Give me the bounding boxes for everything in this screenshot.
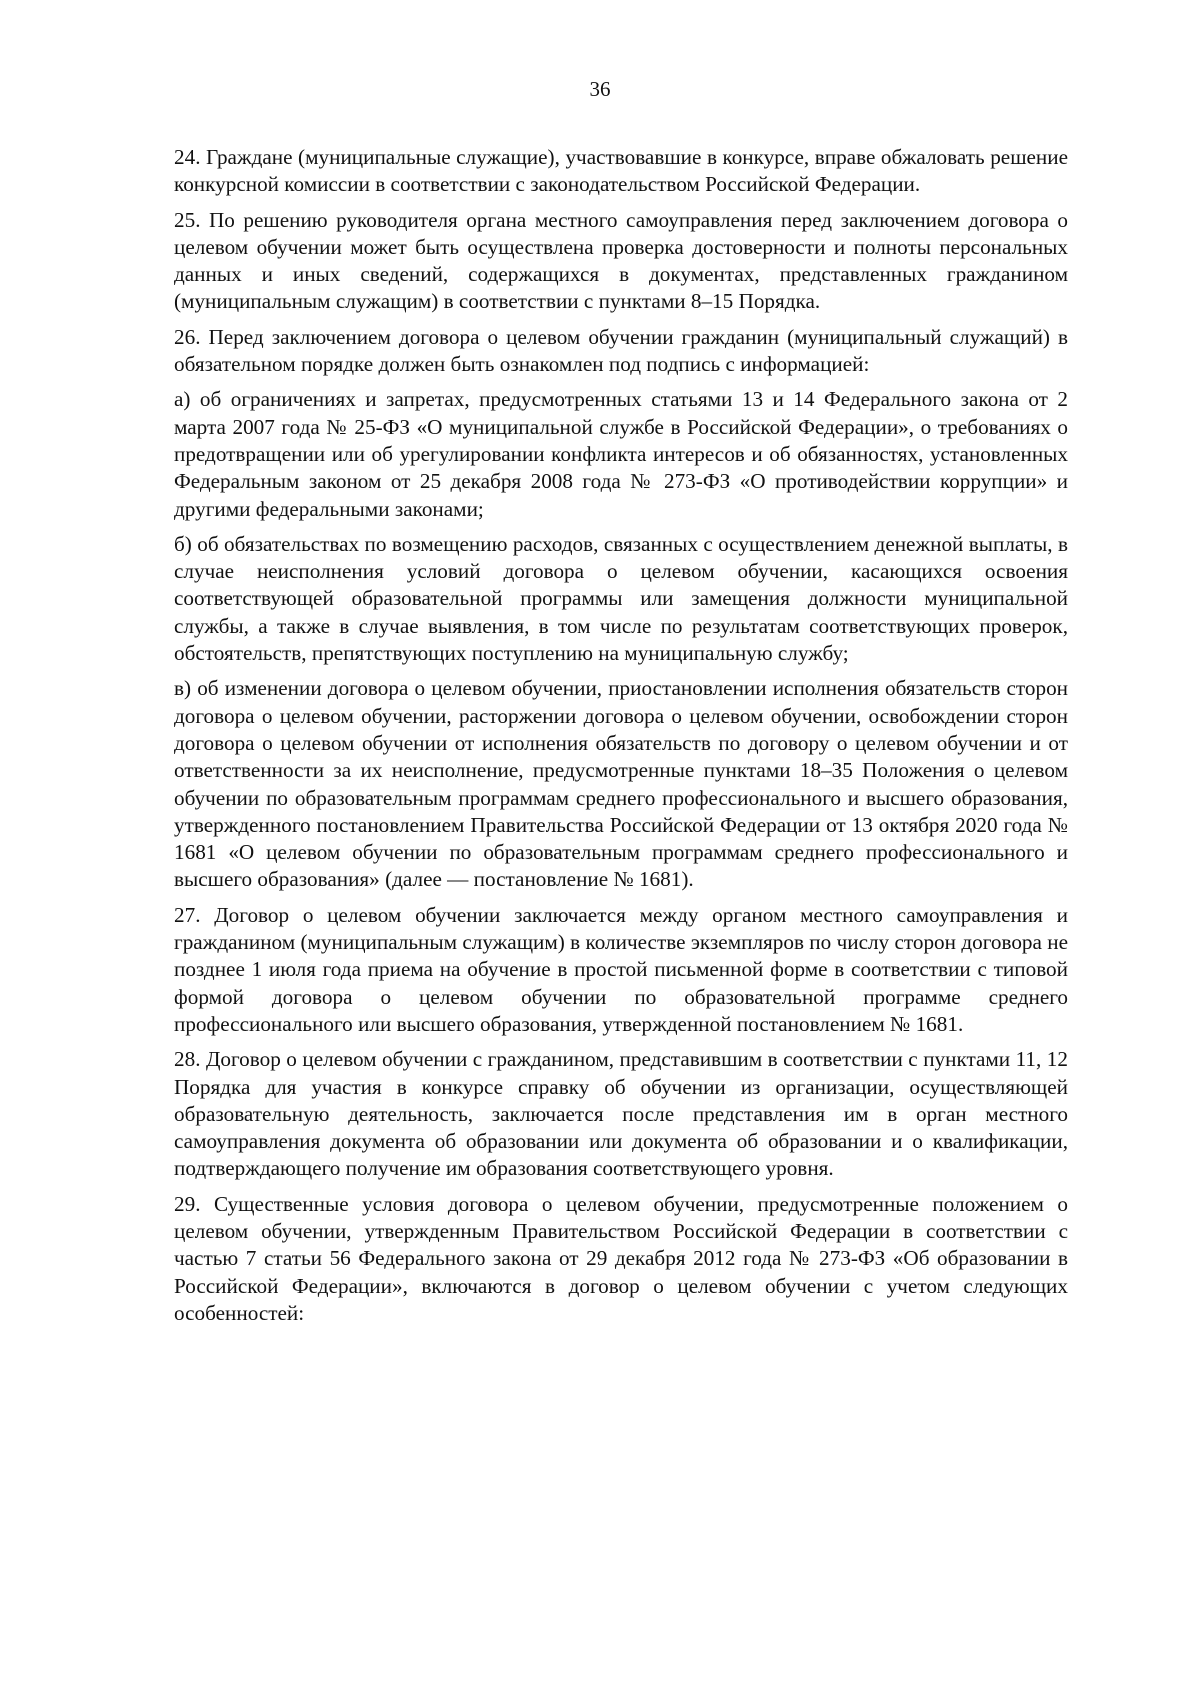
paragraph-26-v: в) об изменении договора о целевом обучении, приостановлении исполнения обязательств сторон договора о целевом обучении, расторжении договора о целевом обучении, освобождении сторон договора о целевом обучении от исполнения обязательств по договору о целевом обучении и от ответственности за их неисполнение, предусмотренные пунктами 18–35 Положения о целевом обучении по образовательным программам среднего профессионального и высшего образования, утвержденного постановлением Правительства Российской Федерации от 13 октября 2020 года № 1681 «О целевом обучении по образовательным программам среднего профессионального и высшего образования» (далее — постановление № 1681). — [174, 676, 1068, 892]
paragraph-26: 26. Перед заключением договора о целевом обучении гражданин (муниципальный служащий) в обязательном порядке должен быть ознакомлен под подпись с информацией: — [174, 324, 1068, 377]
paragraph-28: 28. Договор о целевом обучении с гражданином, представившим в соответствии с пунктами 11, 12 Порядка для участия в конкурсе справку об обучении из организации, осуществляющей образовательную деятельность, заключается после представления им в орган местного самоуправления документа об образовании или документа об образовании и о квалификации, подтверждающего получение им образования соответствующего уровня. — [174, 1047, 1068, 1181]
paragraph-25: 25. По решению руководителя органа местного самоуправления перед заключением договора о целевом обучении может быть осуществлена проверка достоверности и полноты персональных данных и иных сведений, содержащихся в документах, представленных гражданином (муниципальным служащим) в соответствии с пунктами 8–15 Порядка. — [174, 207, 1068, 314]
paragraph-24: 24. Граждане (муниципальные служащие), участвовавшие в конкурсе, вправе обжаловать решение конкурсной комиссии в соответствии с законодательством Российской Федерации. — [174, 145, 1068, 197]
paragraph-27: 27. Договор о целевом обучении заключается между органом местного самоуправления и гражданином (муниципальным служащим) в количестве экземпляров по числу сторон договора не позднее 1 июля года приема на обучение в простой письменной форме в соответствии с типовой формой договора о целевом обучении по образовательной программе среднего профессионального или высшего образования, утвержденной постановлением № 1681. — [174, 902, 1068, 1036]
document-body — [174, 144, 1068, 1335]
paragraph-26-b: б) об обязательствах по возмещению расходов, связанных с осуществлением денежной выплаты, в случае неисполнения условий договора о целевом обучении, касающихся освоения соответствующей образовательной программы или замещения должности муниципальной службы, а также в случае выявления, в том числе по результатам соответствующих проверок, обстоятельств, препятствующих поступлению на муниципальную службу; — [174, 531, 1068, 666]
paragraph-29: 29. Существенные условия договора о целевом обучении, предусмотренные положением о целевом обучении, утвержденным Правительством Российской Федерации в соответствии с частью 7 статьи 56 Федерального закона от 29 декабря 2012 года № 273-ФЗ «Об образовании в Российской Федерации», включаются в договор о целевом обучении с учетом следующих особенностей: — [174, 1191, 1068, 1325]
paragraph-26-a: а) об ограничениях и запретах, предусмотренных статьями 13 и 14 Федерального закона от 2 марта 2007 года № 25-ФЗ «О муниципальной службе в Российской Федерации», о требованиях о предотвращении или об урегулировании конфликта интересов и об обязанностях, установленных Федеральным законом от 25 декабря 2008 года № 273-ФЗ «О противодействии коррупции» и другими федеральными законами; — [174, 387, 1068, 521]
page-number: 36 — [589, 77, 611, 101]
